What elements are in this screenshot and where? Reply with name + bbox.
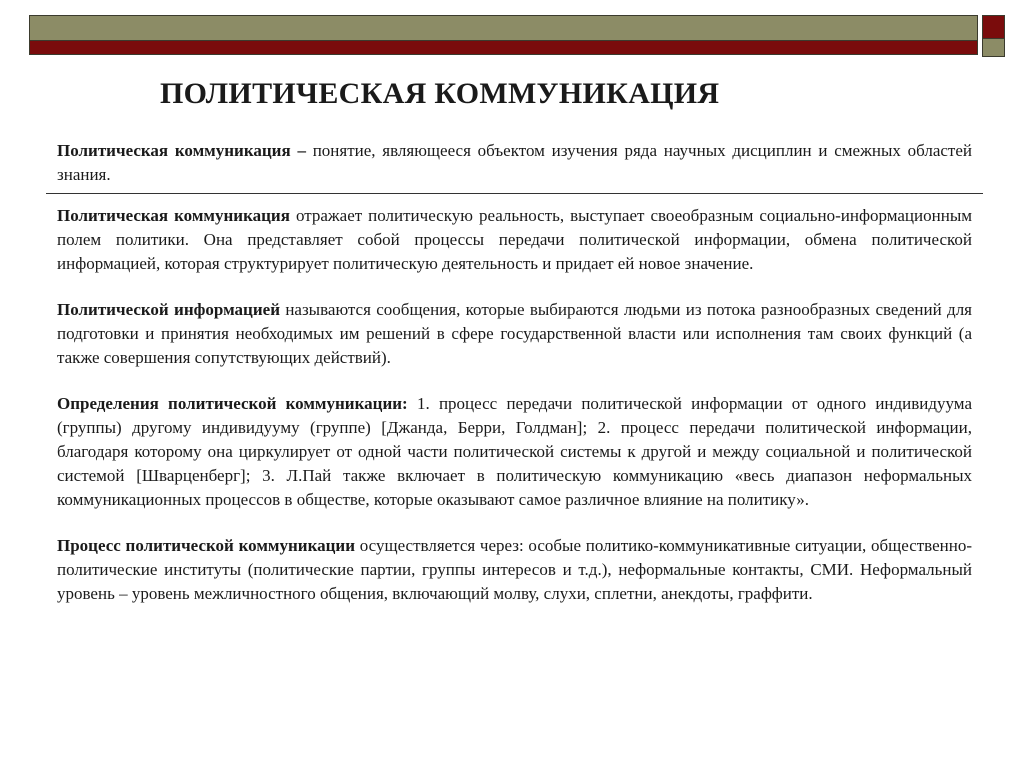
header-band-maroon-stripe [30, 40, 977, 54]
process-text: осуществляется через: особые политико-коммуникативные ситуации, общественно-политические институты (политические партии, группы интересов и т.д.), неформальные контакты, СМИ. Неформальный уровень – уровень межличностного общения, включающий молву, слухи, сплетни, анекдоты, граффити. [57, 536, 972, 603]
process-paragraph [57, 534, 972, 606]
corner-square-maroon [982, 15, 1005, 39]
slide-title: ПОЛИТИЧЕСКАЯ КОММУНИКАЦИЯ [160, 77, 720, 110]
information-text: называются сообщения, которые выбираются людьми из потока разнообразных сведений для подготовки и принятия необходимых им решений в сфере государственной власти или исполнения там своих функций (а также совершения сопутствующих действий). [57, 300, 972, 367]
definitions-paragraph [57, 392, 972, 512]
definitions-lead: Определения политической коммуникации: [57, 394, 408, 413]
reality-paragraph [57, 204, 972, 276]
information-lead: Политической информацией [57, 300, 280, 319]
definition-paragraph [57, 139, 972, 187]
definition-text: понятие, являющееся объектом изучения ряда научных дисциплин и смежных областей знания. [57, 141, 973, 184]
process-lead: Процесс политической коммуникации [57, 536, 356, 555]
header-band-olive-stripe [30, 16, 977, 40]
reality-text: отражает политическую реальность, выступает своеобразным социально-информационным полем политики. Она представляет собой процессы передачи политической информации, обмена политической информацией, которая структурирует политическую деятельность и придает ей новое значение. [57, 206, 973, 273]
header-decoration-band [29, 15, 978, 55]
slide-content [57, 139, 972, 606]
definition-lead: Политическая коммуникация – [57, 141, 306, 160]
corner-square-olive [982, 39, 1005, 57]
definitions-text: 1. процесс передачи политической информации от одного индивидуума (группы) другому индивидууму (группе) [Джанда, Берри, Голдман]; 2. процесс передачи политической информации, благодаря которому она циркулирует от одной части политической системы к другой и между социальной и политической системой [Шварценберг]; 3. Л.Пай также включает в политическую коммуникацию «весь диапазон неформальных коммуникационных процессов в обществе, которые оказывают самое различное влияние на политику». [57, 394, 972, 509]
reality-lead: Политическая коммуникация [57, 206, 290, 225]
section-divider [46, 193, 983, 194]
information-paragraph [57, 298, 972, 370]
